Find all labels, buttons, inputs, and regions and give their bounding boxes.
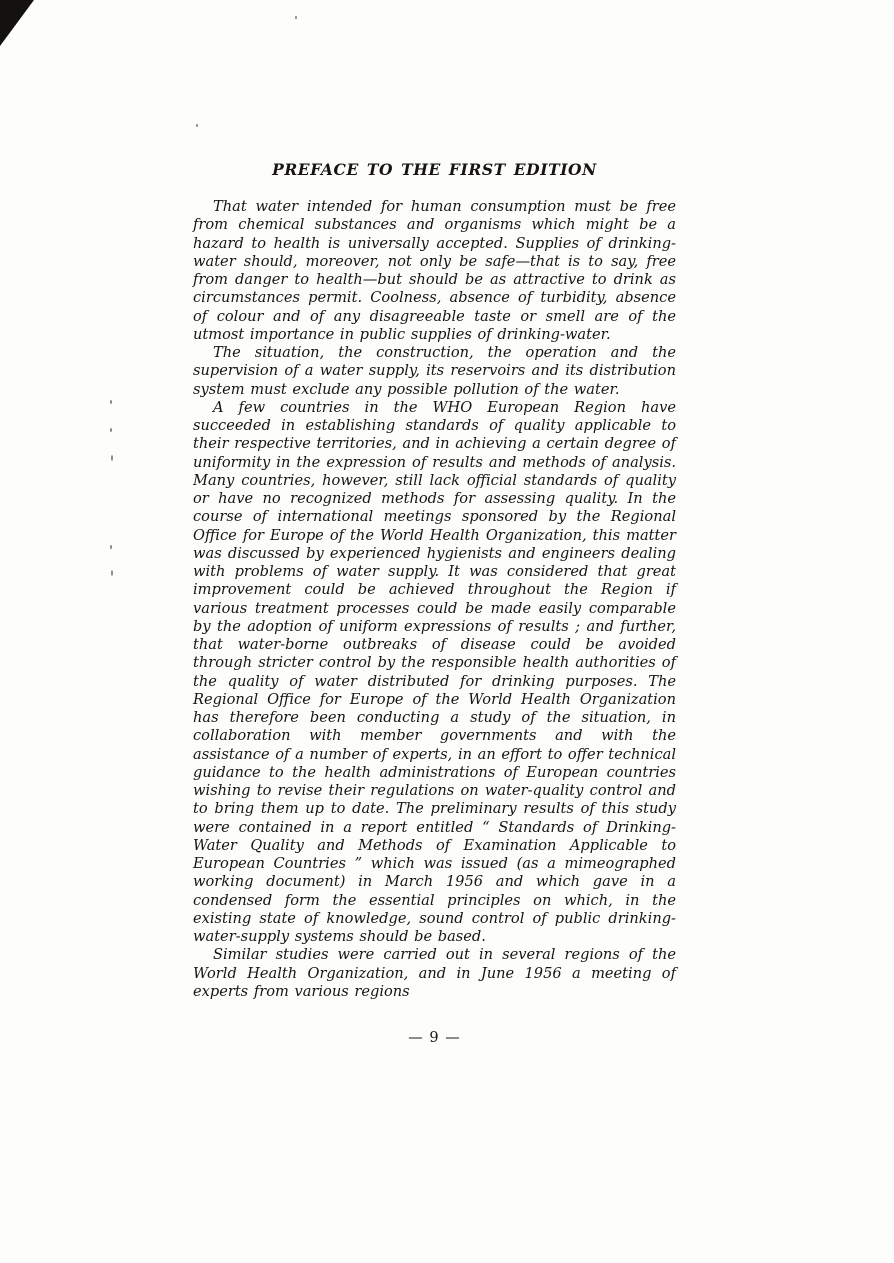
paragraph-2: The situation, the construction, the operation and the supervision of a water supply, its reservoirs and its distribution system must exclude any possible pollution of the water. xyxy=(193,344,676,398)
scan-speck xyxy=(110,428,112,432)
paragraph-1: That water intended for human consumption must be free from chemical substances and organisms which might be a hazard to health is universally accepted. Supplies of drinking-water should, moreover, not only be safe—that is to say, free from danger to health—but should be as attractive to drink as circumstances permit. Coolness, absence of turbidity, absence of colour and of any disagreeable taste or smell are of the utmost importance in public supplies of drinking-water. xyxy=(193,198,676,343)
scan-speck xyxy=(196,124,198,127)
page-content xyxy=(193,160,676,1046)
paragraph-4: Similar studies were carried out in several regions of the World Health Organization, and in June 1956 a meeting of experts from various regions xyxy=(193,946,676,1000)
scan-speck xyxy=(110,545,112,549)
page-number: — 9 — xyxy=(408,1030,461,1046)
page-title: PREFACE TO THE FIRST EDITION xyxy=(272,160,597,179)
paragraph-3: A few countries in the WHO European Region have succeeded in establishing standards of quality applicable to their respective territories, and in achieving a certain degree of uniformity in the expression of results and methods of analysis. Many countries, however, still lack official standards of quality or have no recognized methods for assessing quality. In the course of international meetings sponsored by the Regional Office for Europe of the World Health Organization, this matter was discussed by experienced hygienists and engineers dealing with problems of water supply. It was considered that great improvement could be achieved throughout the Region if various treatment processes could be made easily comparable by the adoption of uniform expressions of results ; and further, that water-borne outbreaks of disease could be avoided through stricter control by the responsible health authorities of the quality of water distributed for drinking purposes. The Regional Office for Europe of the World Health Organization has therefore been conducting a study of the situation, in collaboration with member governments and with the assistance of a number of experts, in an effort to offer technical guidance to the health administrations of European countries wishing to revise their regulations on water-quality control and to bring them up to date. The preliminary results of this study were contained in a report entitled “ Standards of Drinking-Water Quality and Methods of Examination Applicable to European Countries ” which was issued (as a mimeographed working document) in March 1956 and which gave in a condensed form the essential principles on which, in the existing state of knowledge, sound control of public drinking-water-supply systems should be based. xyxy=(193,398,676,945)
scan-speck xyxy=(111,455,113,461)
scan-speck xyxy=(110,400,112,404)
scan-corner-artifact xyxy=(0,0,34,46)
scan-speck xyxy=(111,570,113,576)
scan-speck xyxy=(295,16,297,19)
